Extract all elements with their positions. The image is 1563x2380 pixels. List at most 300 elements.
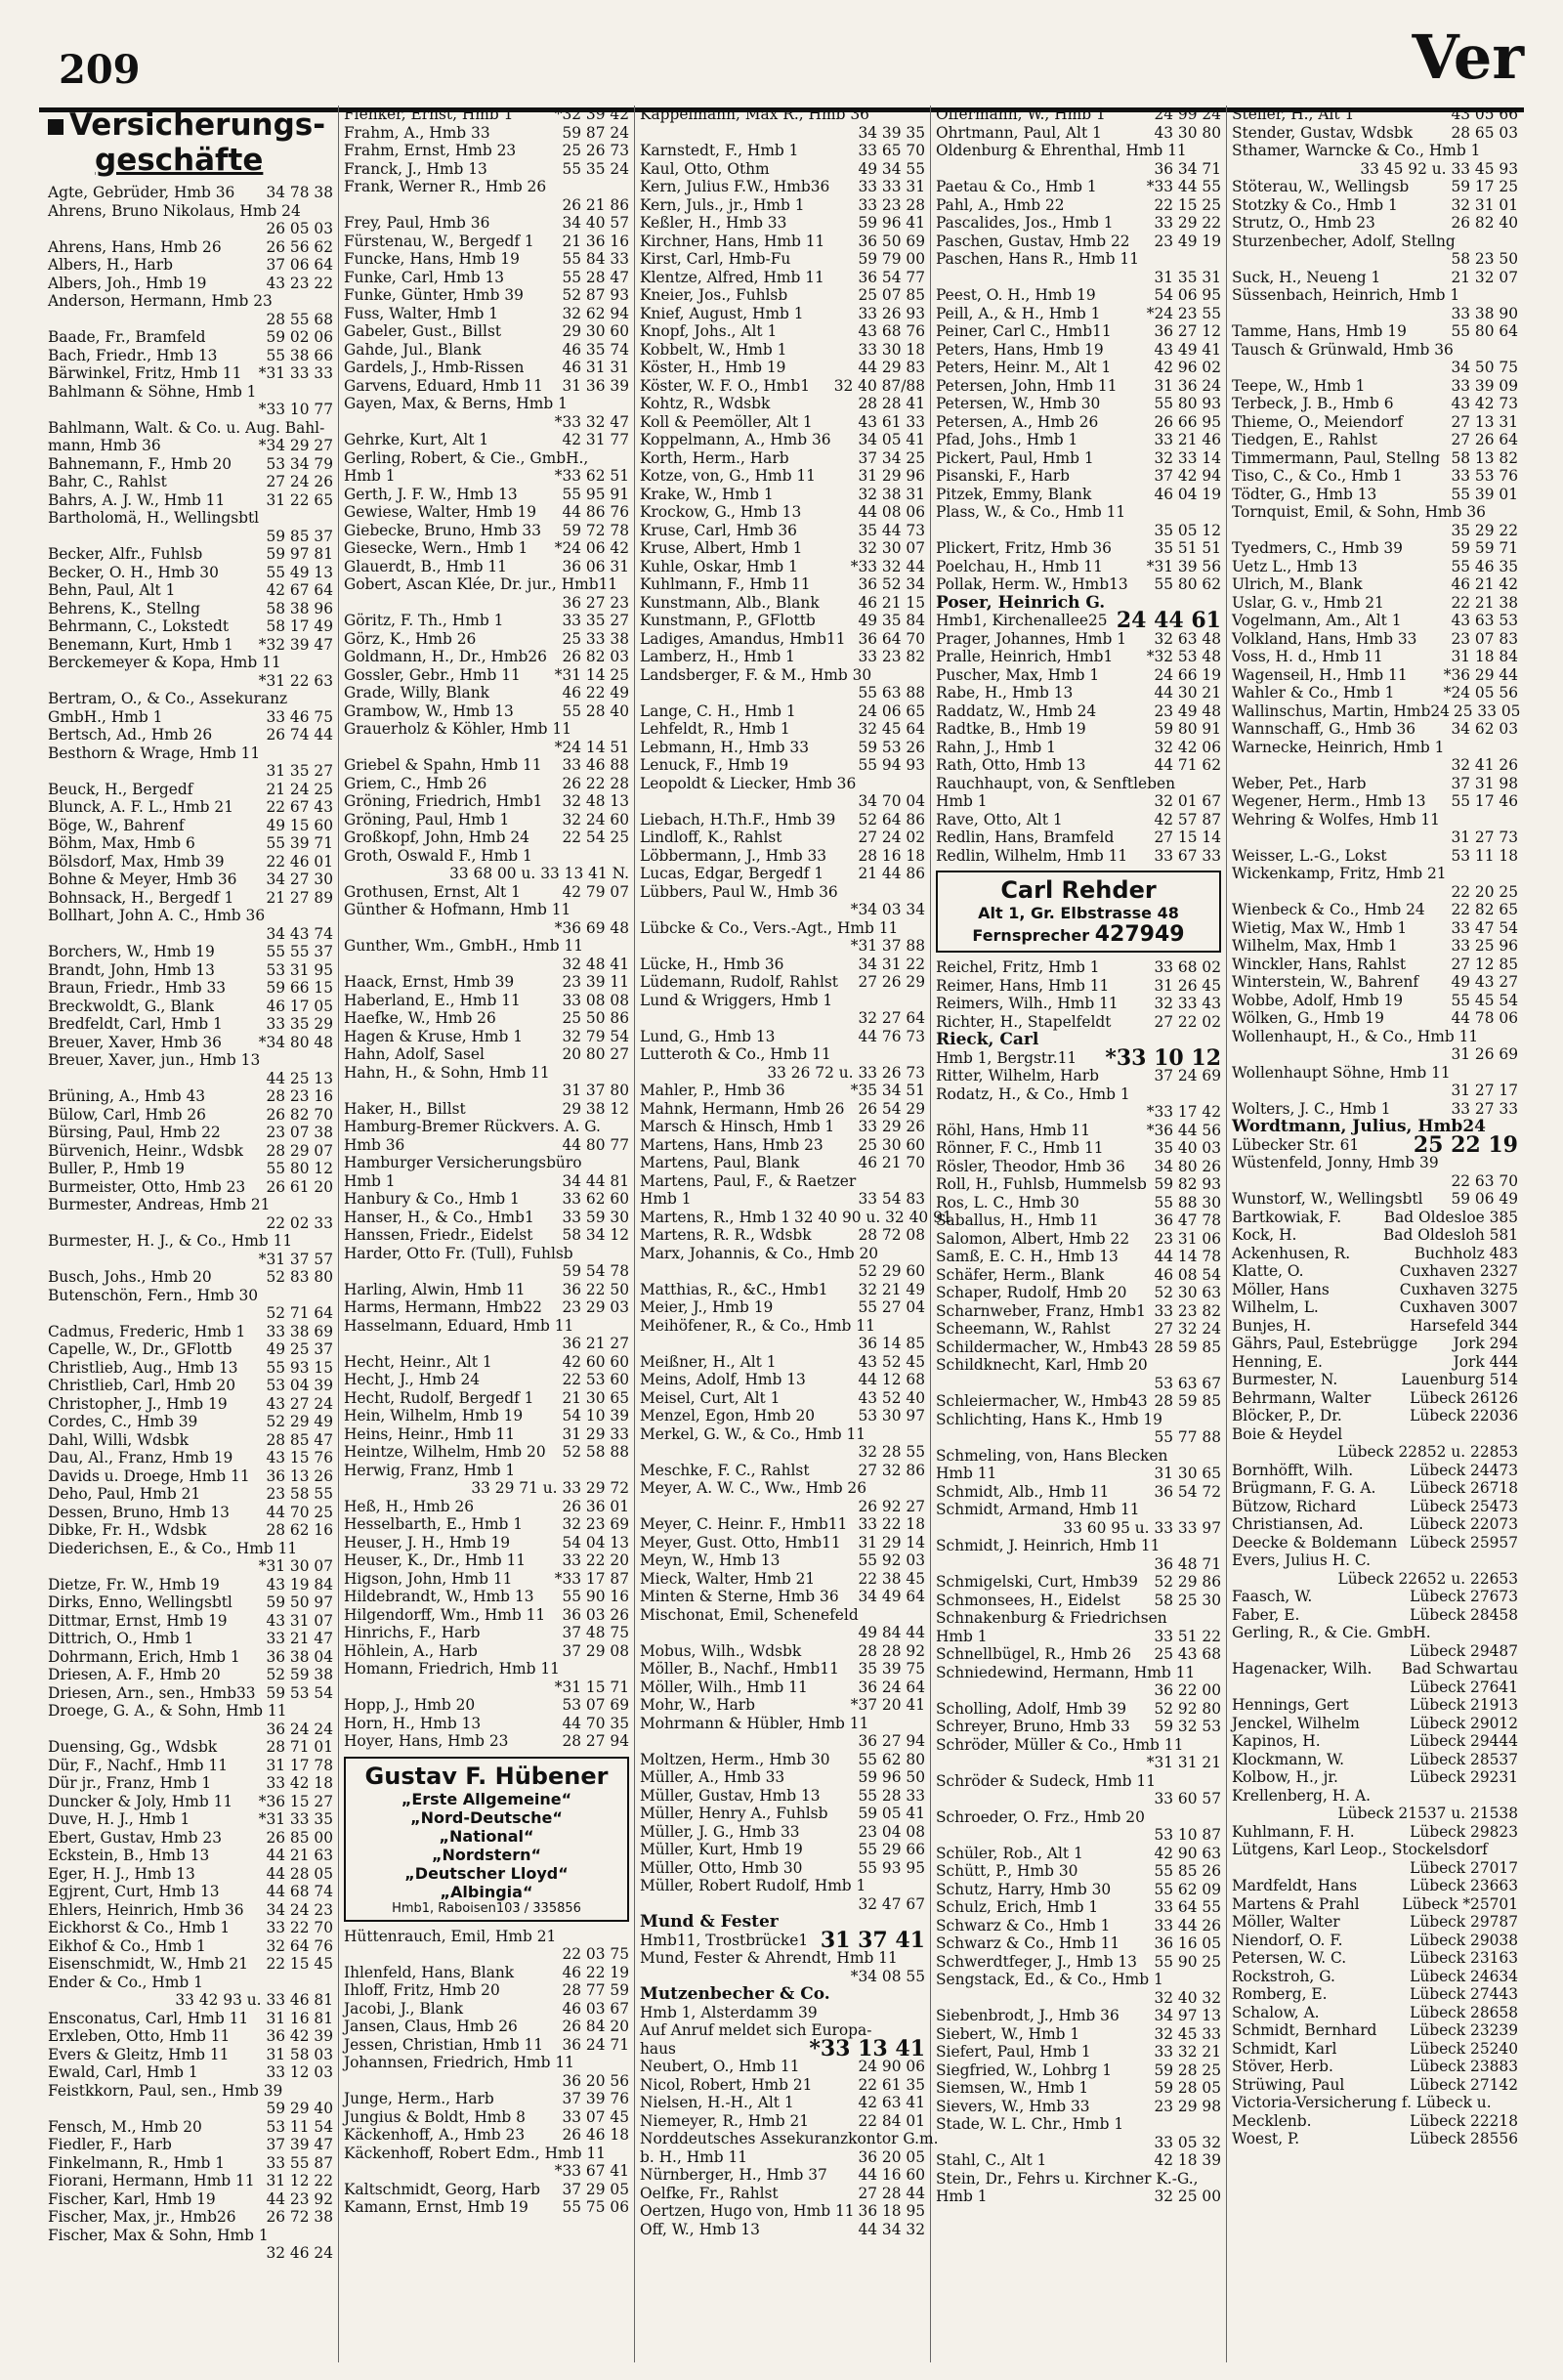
entry-phone: 55 45 54 (1451, 991, 1518, 1009)
directory-entry (936, 1537, 1221, 1555)
directory-entry (640, 377, 925, 396)
directory-entry (48, 1702, 333, 1721)
directory-entry (936, 2061, 1221, 2080)
directory-entry (936, 995, 1221, 1013)
ad-line: „Erste Allgemeine“ (401, 1789, 572, 1808)
entry-phone: 33 60 95 u. 33 33 97 (1063, 1518, 1221, 1537)
entry-phone: Harsefeld 344 (1410, 1316, 1518, 1335)
directory-entry (344, 449, 629, 468)
entry-phone: 44 68 74 (266, 1883, 333, 1900)
entry-phone: 55 80 93 (1154, 395, 1221, 412)
entry-phone: *31 37 88 (850, 937, 925, 955)
directory-entry (1232, 575, 1518, 594)
entry-name: Köster, W. F. O., Hmb1 (640, 376, 811, 395)
entry-phone: 49 34 55 (858, 159, 925, 178)
entry-phone: 59 06 49 (1451, 1190, 1518, 1208)
directory-entry (640, 1407, 925, 1425)
directory-entry (1232, 1190, 1518, 1209)
directory-entry (48, 2227, 333, 2245)
entry-name: Hmb 1 (936, 1627, 988, 1645)
entry-name: Driesen, A. F., Hmb 20 (48, 1666, 221, 1683)
entry-name: Capelle, W., Dr., GFlottb (48, 1340, 232, 1358)
directory-entry (640, 1624, 925, 1642)
directory-entry (936, 1628, 1221, 1646)
entry-name: Gossler, Gebr., Hmb 11 (344, 665, 521, 684)
entry-name: Weisser, L.-G., Lokst (1232, 846, 1387, 865)
entry-name: Burmeister, Otto, Hmb 23 (48, 1177, 246, 1196)
entry-name: Breckwoldt, G., Blank (48, 997, 214, 1015)
entry-name: Sievers, W., Hmb 33 (936, 2097, 1090, 2115)
entry-name: Lutteroth & Co., Hmb 11 (640, 1045, 831, 1063)
entry-phone: 36 24 24 (266, 1720, 333, 1738)
entry-phone: *32 39 42 (554, 106, 629, 123)
directory-entry (344, 1190, 629, 1209)
entry-phone (625, 449, 629, 468)
directory-entry (936, 124, 1221, 143)
entry-name: Göritz, F. Th., Hmb 1 (344, 612, 504, 629)
directory-entry (48, 1648, 333, 1667)
directory-entry (1232, 286, 1518, 305)
entry-phone: 52 64 86 (858, 810, 925, 829)
entry-phone: 36 13 26 (266, 1466, 333, 1485)
entry-name: Poelchau, H., Hmb 11 (936, 557, 1103, 575)
entry-phone: 37 24 69 (1154, 1067, 1221, 1084)
ad-title: Gustav F. Hübener (364, 1762, 609, 1790)
entry-name (936, 1375, 1150, 1393)
entry-phone: 27 32 86 (858, 1461, 925, 1479)
directory-entry (344, 1407, 629, 1425)
entry-phone: 59 85 37 (266, 527, 333, 545)
entry-phone: 33 07 45 (562, 2107, 629, 2126)
entry-name: Rösler, Theodor, Hmb 36 (936, 1157, 1125, 1175)
entry-phone: 52 83 80 (266, 1268, 333, 1286)
entry-phone: *24 23 55 (1146, 304, 1221, 322)
entry-phone (625, 1154, 629, 1172)
entry-name: Junge, Herm., Harb (344, 2090, 494, 2107)
entry-phone: 34 70 04 (858, 792, 925, 810)
entry-name: Schüler, Rob., Alt 1 (936, 1844, 1083, 1862)
entry-phone: 26 56 62 (266, 237, 333, 256)
entry-name: Behn, Paul, Alt 1 (48, 581, 176, 599)
entry-name: Richter, H., Stapelfeldt (936, 1012, 1112, 1031)
entry-phone: 36 27 94 (858, 1732, 925, 1750)
directory-entry (344, 1118, 629, 1136)
directory-entry (936, 1085, 1221, 1104)
directory-entry (1232, 847, 1518, 866)
entry-name: Hmb 1 (344, 467, 396, 485)
directory-entry (48, 1721, 333, 1739)
directory-entry (344, 1209, 629, 1227)
entry-phone: 43 19 84 (266, 1575, 333, 1594)
directory-entry (936, 1339, 1221, 1357)
entry-phone (625, 395, 629, 413)
entry-phone: 33 32 21 (1154, 2043, 1221, 2061)
entry-name: Wahler & Co., Hmb 1 (1232, 684, 1395, 701)
directory-entry (640, 395, 925, 413)
entry-name (936, 1103, 1143, 1122)
entry-name: Schreyer, Bruno, Hmb 33 (936, 1718, 1130, 1735)
directory-entry (640, 503, 925, 522)
directory-entry (936, 1917, 1221, 1935)
entry-phone: 31 12 22 (266, 2172, 333, 2189)
directory-entry (640, 811, 925, 829)
entry-name: Menzel, Egon, Hmb 20 (640, 1407, 816, 1424)
directory-entry (936, 1881, 1221, 1899)
entry-name: Kaltschmidt, Georg, Harb (344, 2180, 541, 2198)
entry-phone: 53 34 79 (266, 454, 333, 473)
directory-entry (344, 1928, 629, 1946)
entry-name: Dibke, Fr. H., Wdsbk (48, 1521, 207, 1539)
entry-phone: 44 70 25 (266, 1503, 333, 1521)
entry-name: Woest, P. (1232, 2130, 1300, 2147)
directory-entry (640, 558, 925, 576)
entry-name: Hmb 1 (344, 1171, 396, 1190)
entry-name: Schmidt, J. Heinrich, Hmb 11 (936, 1537, 1161, 1554)
entry-phone: 22 38 45 (858, 1569, 925, 1588)
entry-name: Franck, J., Hmb 13 (344, 159, 487, 178)
entry-name: Egjrent, Curt, Hmb 13 (48, 1883, 220, 1900)
entry-name: Kuhle, Oskar, Hmb 1 (640, 557, 798, 575)
directory-entry (936, 1392, 1221, 1411)
entry-name: Tornquist, Emil, & Sohn, Hmb 36 (1232, 503, 1486, 521)
entry-name (936, 1826, 1150, 1845)
directory-entry (344, 1679, 629, 1697)
directory-entry (936, 1447, 1221, 1466)
entry-phone: Lübeck 22652 u. 22653 (1337, 1569, 1518, 1588)
entry-phone: 55 62 09 (1154, 1880, 1221, 1898)
directory-entry (640, 1479, 925, 1498)
entry-name: Korth, Herm., Harb (640, 448, 789, 467)
entry-phone (329, 1051, 333, 1070)
entry-name (640, 1009, 854, 1028)
entry-phone (625, 1118, 629, 1136)
directory-entry (640, 739, 925, 757)
entry-phone: 43 63 53 (1451, 612, 1518, 629)
entry-phone: Lübeck 28458 (1410, 1605, 1518, 1624)
entry-name: Ahrens, Bruno Nikolaus, Hmb 24 (48, 201, 301, 220)
directory-entry (1232, 1154, 1518, 1172)
entry-name: Köster, H., Hmb 19 (640, 359, 786, 376)
directory-entry (1232, 1968, 1518, 1986)
directory-entry (936, 2079, 1221, 2098)
entry-phone: 22 15 45 (266, 1955, 333, 1973)
entry-phone: 23 07 83 (1451, 629, 1518, 648)
directory-entry (640, 1371, 925, 1389)
directory-entry (640, 1679, 925, 1697)
entry-phone: 52 87 93 (562, 286, 629, 304)
directory-entry (640, 142, 925, 160)
entry-phone: 33 54 83 (858, 1190, 925, 1208)
directory-entry (936, 1645, 1221, 1664)
entry-phone: *33 17 42 (1146, 1103, 1221, 1121)
entry-name: Pollak, Herm. W., Hmb13 (936, 575, 1128, 593)
entry-name: Reimers, Wilh., Hmb 11 (936, 995, 1119, 1012)
directory-entry (640, 1751, 925, 1769)
directory-entry (640, 486, 925, 504)
directory-entry (48, 1504, 333, 1522)
entry-name (640, 1624, 854, 1642)
entry-phone: 22 02 33 (266, 1213, 333, 1232)
entry-name: Scheemann, W., Rahlst (936, 1320, 1111, 1338)
entry-phone: 58 38 96 (266, 599, 333, 617)
entry-phone: 43 49 41 (1154, 340, 1221, 359)
entry-phone: 55 62 80 (858, 1750, 925, 1768)
entry-name: Bertram, O., & Co., Assekuranz (48, 690, 288, 707)
directory-entry (640, 1443, 925, 1462)
entry-name: Hmb 1, Bergstr.11 (936, 1048, 1077, 1067)
directory-entry (48, 1214, 333, 1233)
entry-name: Pascalides, Jos., Hmb 1 (936, 214, 1114, 232)
directory-entry (640, 1606, 925, 1625)
entry-phone: *37 20 41 (850, 1696, 925, 1714)
directory-entry (48, 184, 333, 202)
directory-entry (344, 2181, 629, 2199)
entry-phone: 23 58 55 (266, 1485, 333, 1503)
entry-name (344, 2072, 558, 2091)
entry-phone: 34 27 30 (266, 871, 333, 888)
directory-entry (344, 2198, 629, 2217)
entry-name (640, 1335, 854, 1353)
entry-phone: 21 36 16 (562, 232, 629, 250)
entry-phone (329, 509, 333, 528)
entry-phone: 55 88 30 (1154, 1193, 1221, 1211)
entry-phone: Buchholz 483 (1414, 1244, 1518, 1262)
directory-entry (48, 1304, 333, 1323)
directory-entry (1232, 1131, 1518, 1158)
entry-phone: *33 67 41 (554, 2162, 629, 2180)
directory-entry (48, 364, 333, 383)
entry-name: Behrens, K., Stellng (48, 599, 201, 617)
entry-name: Mobus, Wilh., Wdsbk (640, 1641, 802, 1660)
directory-entry (640, 1949, 925, 1968)
entry-name: Meins, Adolf, Hmb 13 (640, 1371, 806, 1388)
entry-name: Higson, John, Hmb 11 (344, 1569, 513, 1588)
directory-entry (936, 1013, 1221, 1032)
entry-phone: 36 34 71 (1154, 159, 1221, 178)
ad-address: Alt 1, Gr. Elbstrasse 48 (978, 904, 1179, 922)
entry-phone (1217, 2115, 1221, 2134)
directory-entry (48, 654, 333, 672)
directory-entry (1232, 1679, 1518, 1697)
entry-phone (1217, 2170, 1221, 2189)
entry-name: Blunck, A. F. L., Hmb 21 (48, 798, 233, 816)
entry-name: Lübcke & Co., Vers.-Agt., Hmb 11 (640, 918, 899, 937)
directory-entry (344, 883, 629, 902)
entry-phone: 33 26 72 u. 33 26 73 (767, 1063, 925, 1082)
directory-entry (344, 1136, 629, 1155)
directory-entry (1232, 1100, 1518, 1119)
entry-phone: 31 27 73 (1451, 829, 1518, 846)
entry-name: Martens, Paul, F., & Raetzer (640, 1171, 857, 1190)
entry-name: Homann, Friedrich, Hmb 11 (344, 1660, 560, 1678)
entry-name: Kunstmann, Alb., Blank (640, 593, 820, 612)
directory-entry (640, 1190, 925, 1209)
entry-phone: 52 30 63 (1154, 1284, 1221, 1301)
entry-phone: *31 15 71 (554, 1678, 629, 1696)
directory-entry (48, 491, 333, 510)
directory-entry (936, 666, 1221, 685)
entry-name: Duensing, Gg., Wdsbk (48, 1738, 218, 1756)
entry-name: Bülow, Carl, Hmb 26 (48, 1105, 206, 1124)
entry-phone: 36 27 12 (1154, 322, 1221, 340)
entry-phone: 58 34 12 (562, 1226, 629, 1244)
entry-phone: Bad Oldesloe 385 (1383, 1208, 1518, 1226)
entry-name: Garvens, Eduard, Hmb 11 (344, 376, 543, 395)
entry-phone: 53 30 97 (858, 1407, 925, 1424)
directory-entry (1232, 865, 1518, 883)
entry-phone (625, 1928, 629, 1946)
directory-entry (936, 1483, 1221, 1502)
directory-entry (640, 2185, 925, 2203)
directory-entry (936, 1573, 1221, 1592)
directory-entry (640, 1805, 925, 1823)
entry-phone: 58 13 82 (1451, 448, 1518, 467)
entry-phone: 35 40 03 (1154, 1139, 1221, 1157)
entry-phone: 53 11 18 (1451, 846, 1518, 865)
directory-entry (1232, 160, 1518, 179)
entry-phone (1514, 2094, 1518, 2112)
entry-name: Peters, Heinr. M., Alt 1 (936, 359, 1112, 376)
entry-name: Nielsen, H.-H., Alt 1 (640, 2094, 794, 2111)
entry-phone (625, 1064, 629, 1083)
entry-phone: 26 05 03 (266, 220, 333, 237)
entry-phone: 34 24 23 (266, 1900, 333, 1919)
directory-entry (344, 1353, 629, 1372)
entry-name: Fiedler, F., Harb (48, 2136, 172, 2153)
entry-name (344, 919, 551, 938)
entry-name: Hein, Wilhelm, Hmb 19 (344, 1407, 524, 1424)
entry-name: Becker, Alfr., Fuhlsb (48, 545, 203, 563)
entry-phone: 25 43 68 (1154, 1645, 1221, 1663)
directory-entry (48, 473, 333, 491)
directory-entry (48, 2082, 333, 2101)
directory-entry (48, 328, 333, 347)
entry-name: Gerth, J. F. W., Hmb 13 (344, 485, 518, 503)
entry-name (936, 1519, 1059, 1538)
directory-entry (48, 1901, 333, 1920)
directory-entry (640, 269, 925, 287)
entry-name: Jessen, Christian, Hmb 11 (344, 2035, 544, 2054)
column-4 (931, 106, 1227, 2362)
entry-phone: 59 54 78 (562, 1262, 629, 1280)
directory-entry (1232, 413, 1518, 432)
entry-phone: 49 43 27 (1451, 973, 1518, 991)
entry-name: Diederichsen, E., & Co., Hmb 11 (48, 1539, 298, 1557)
entry-phone (1217, 503, 1221, 522)
directory-entry (640, 467, 925, 486)
directory-entry (936, 1284, 1221, 1302)
entry-name: Fürstenau, W., Bergedf 1 (344, 232, 534, 250)
entry-name: Victoria-Versicherung f. Lübeck u. (1232, 2094, 1492, 2111)
entry-name: Gardels, J., Hmb-Rissen (344, 359, 525, 376)
entry-name: Gabeler, Gust., Billst (344, 322, 502, 340)
directory-entry (344, 2036, 629, 2055)
directory-entry (344, 739, 629, 757)
entry-phone (329, 744, 333, 763)
entry-name (1232, 359, 1447, 377)
entry-phone: *31 30 07 (258, 1557, 333, 1575)
entry-phone: Lübeck 29487 (1410, 1641, 1518, 1660)
entry-phone (1217, 142, 1221, 160)
entry-name: Warnecke, Heinrich, Hmb 1 (1232, 738, 1445, 756)
entry-name (640, 937, 847, 956)
directory-entry (1232, 1335, 1518, 1353)
entry-name: Peiner, Carl C., Hmb11 (936, 322, 1112, 340)
entry-phone (1514, 739, 1518, 757)
entry-phone: 28 16 18 (858, 846, 925, 865)
entry-name: Kuhlmann, F. H. (1232, 1822, 1355, 1841)
directory-entry (640, 1968, 925, 1986)
entry-phone: Jork 444 (1453, 1352, 1518, 1371)
entry-name: Fuss, Walter, Hmb 1 (344, 304, 499, 322)
entry-name: Stender, Gustav, Wdsbk (1232, 123, 1414, 142)
entry-phone: 33 23 82 (858, 648, 925, 665)
entry-phone: 42 60 60 (562, 1352, 629, 1371)
directory-entry (640, 2202, 925, 2221)
entry-phone: 36 52 34 (858, 575, 925, 593)
entry-phone: 22 63 70 (1451, 1171, 1518, 1190)
entry-phone: 32 31 01 (1451, 195, 1518, 214)
entry-phone: 59 96 41 (858, 214, 925, 232)
entry-phone: 21 32 07 (1451, 268, 1518, 286)
entry-phone: 46 35 74 (562, 340, 629, 359)
directory-entry (344, 775, 629, 793)
directory-entry (344, 1009, 629, 1028)
entry-name: Mund & Fester (640, 1912, 779, 1932)
directory-entry (344, 1064, 629, 1083)
entry-name: Möller, Walter (1232, 1913, 1340, 1931)
entry-phone (625, 847, 629, 866)
entry-phone: 33 30 18 (858, 340, 925, 359)
entry-name: Martens, Hans, Hmb 23 (640, 1135, 824, 1154)
entry-name: Norddeutsches Assekuranzkontor G.m. (640, 2130, 939, 2147)
entry-phone: 44 23 92 (266, 2189, 333, 2208)
directory-entry (48, 871, 333, 889)
entry-phone: 55 39 71 (266, 834, 333, 852)
advertisement-rehder (936, 871, 1221, 953)
entry-name: Brüning, A., Hmb 43 (48, 1087, 206, 1105)
directory-entry (936, 811, 1221, 829)
entry-phone (329, 1232, 333, 1251)
entry-name: Müller, Otto, Hmb 30 (640, 1858, 803, 1877)
entry-name: Goldmann, H., Dr., Hmb26 (344, 648, 547, 665)
directory-entry (48, 2172, 333, 2190)
directory-entry (936, 522, 1221, 540)
directory-entry (48, 1160, 333, 1178)
entry-name (640, 1895, 854, 1914)
entry-phone: 33 38 69 (266, 1322, 333, 1340)
directory-entry (640, 178, 925, 196)
entry-name: Lütgens, Karl Leop., Stockelsdorf (1232, 1841, 1488, 1858)
directory-entry (344, 2126, 629, 2145)
directory-entry (936, 1067, 1221, 1085)
entry-name: Tiso, C., & Co., Hmb 1 (1232, 467, 1403, 485)
directory-entry (48, 672, 333, 691)
directory-entry (48, 1178, 333, 1197)
entry-phone: 31 37 80 (562, 1082, 629, 1099)
entry-name: Ackenhusen, R. (1232, 1244, 1351, 1262)
directory-entry (936, 1609, 1221, 1628)
entry-phone: Lübeck 26126 (1410, 1388, 1518, 1407)
directory-entry (640, 1045, 925, 1064)
directory-entry (48, 509, 333, 528)
entry-name (48, 1304, 262, 1323)
directory-entry (344, 2090, 629, 2108)
directory-entry (48, 798, 333, 817)
entry-phone (329, 419, 333, 438)
directory-entry (344, 937, 629, 956)
entry-name: Hamburg-Bremer Rückvers. A. G. (344, 1118, 601, 1135)
